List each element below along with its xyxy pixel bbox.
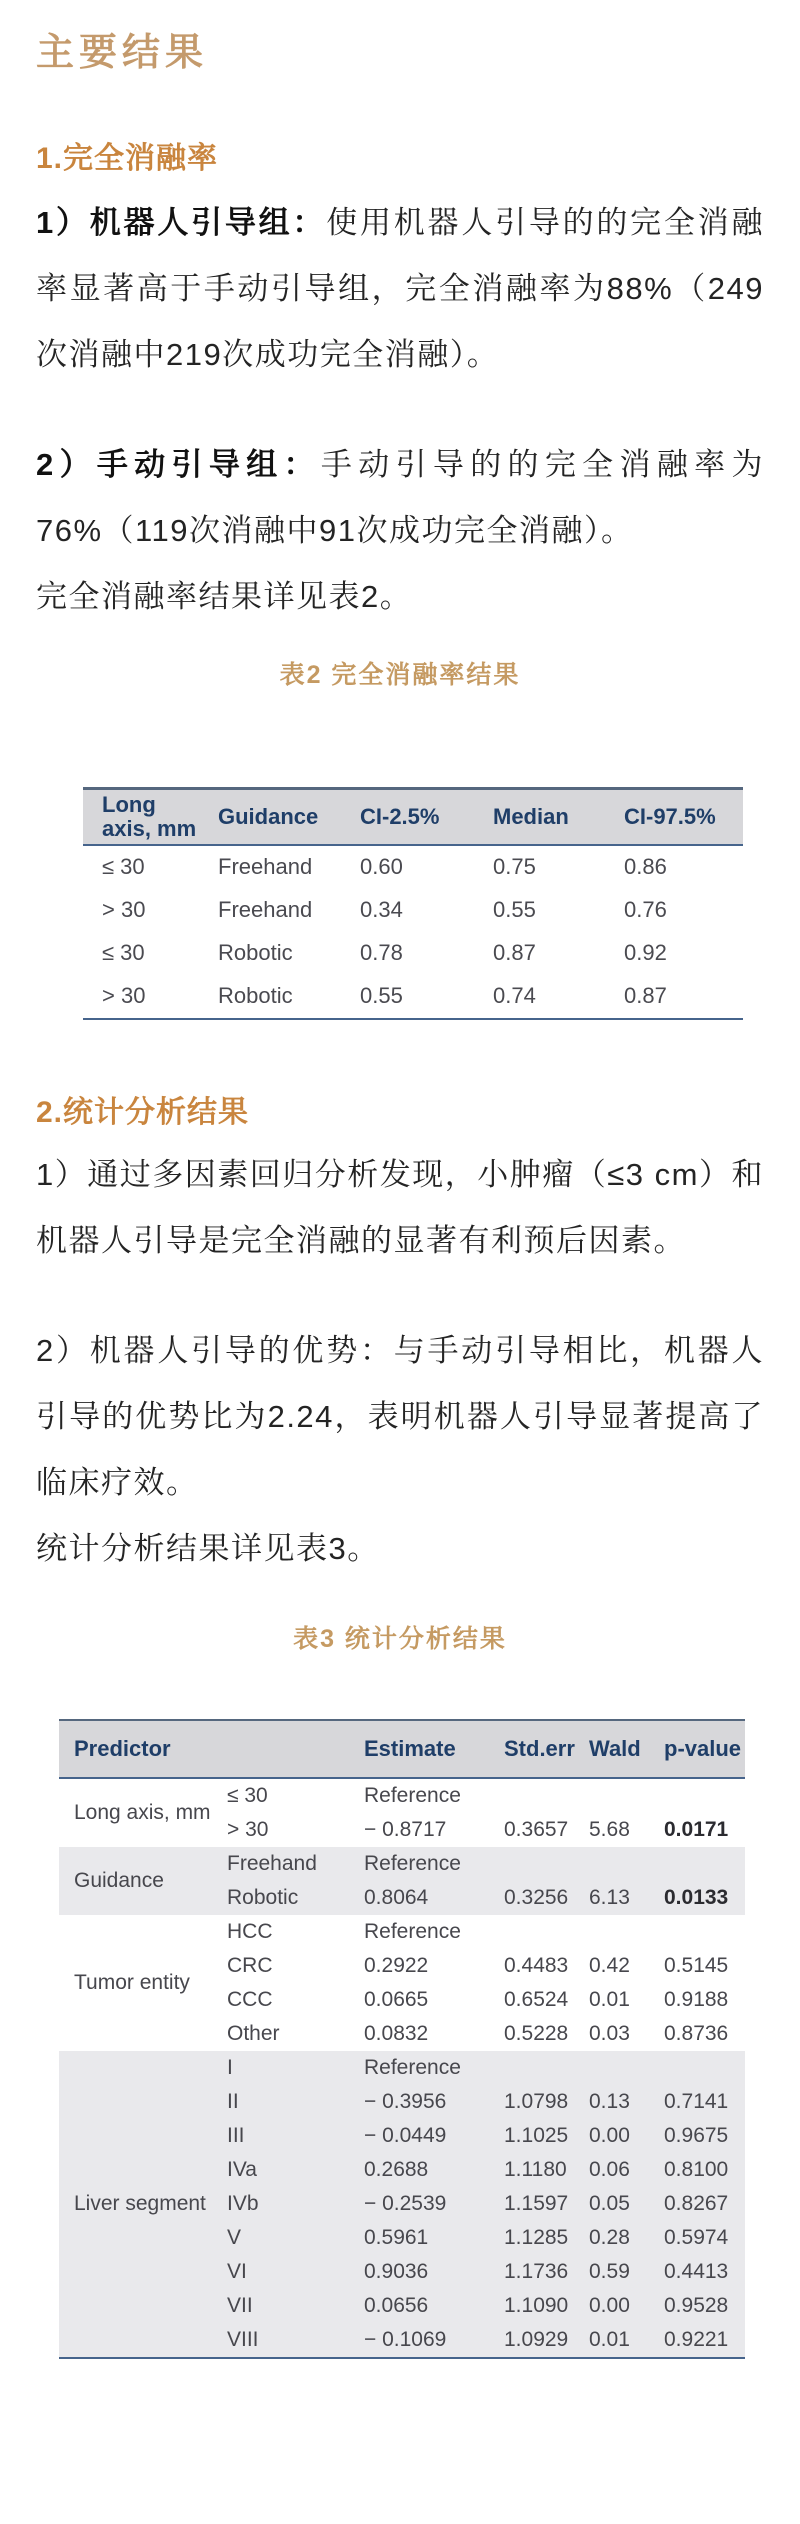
table2-complete-ablation-results (83, 787, 743, 1020)
table3-stderr-cell: 1.0929 (489, 2323, 574, 2358)
table3-pvalue-cell: 0.7141 (649, 2085, 745, 2119)
table3-estimate-cell: Reference (349, 2051, 489, 2085)
table2-cell: Freehand (218, 853, 313, 879)
table3-level-cell: VII (212, 2289, 349, 2323)
table2-row-1 (83, 889, 743, 932)
table3-pvalue-cell (649, 1847, 745, 1881)
table3-estimate-cell: − 0.3956 (349, 2085, 489, 2119)
table3-wald-cell: 0.00 (574, 2289, 649, 2323)
table3-wald-cell: 0.42 (589, 1953, 630, 1977)
table3-body (59, 1778, 745, 2358)
table2-cell: ≤ 30 (102, 853, 145, 879)
table3-wald-cell: 0.03 (589, 2021, 630, 2045)
table2-row-0 (83, 845, 743, 889)
table3-header-row (59, 1720, 745, 1778)
table3-header-cell-0: Predictor (59, 1720, 349, 1778)
table3-estimate-cell: Reference (364, 1919, 461, 1943)
table2-row-2 (83, 932, 743, 975)
table3-level-cell: CCC (227, 1987, 273, 2011)
table2-cell: > 30 (102, 982, 146, 1008)
table2-cell: 0.87 (624, 982, 667, 1008)
table3-pvalue-cell: 0.8267 (649, 2187, 745, 2221)
table3-estimate-cell: − 0.0449 (349, 2119, 489, 2153)
table3-stderr-cell: 1.1736 (489, 2255, 574, 2289)
table2-title: 表2 完全消融率结果 (279, 660, 521, 689)
table3-stderr-cell (489, 2051, 574, 2085)
table3-wald-cell: 0.28 (574, 2221, 649, 2255)
table3-stderr-cell: 1.1180 (489, 2153, 574, 2187)
paragraph-see-table3: 统计分析结果详见表3。 (36, 1530, 380, 1566)
table3-estimate-cell: 0.2922 (364, 1953, 429, 1977)
table2-cell: 0.78 (360, 939, 403, 965)
table3-estimate-cell: − 0.1069 (349, 2323, 489, 2358)
table2-header (83, 788, 743, 845)
table3-stderr-cell (489, 1847, 574, 1881)
table3-stderr-cell: 1.1597 (489, 2187, 574, 2221)
table3-pvalue-cell: 0.0171 (664, 1817, 729, 1841)
table3-group-label: Tumor entity (74, 1970, 190, 1994)
table3-wald-cell: 0.01 (574, 2323, 649, 2358)
table3-level-cell: IVb (212, 2187, 349, 2221)
table2-cell: 0.60 (360, 853, 403, 879)
paragraph-manual-group (36, 432, 764, 564)
paragraph-manual-text: 手动引导的的完全消融率为76%（119次消融中91次成功完全消融）。 (36, 446, 764, 548)
table3-level-cell: III (212, 2119, 349, 2153)
section-1-heading: 1.完全消融率 (36, 141, 219, 175)
table3-pvalue-cell: 0.9528 (649, 2289, 745, 2323)
page-title: 主要结果 (36, 32, 209, 74)
table3-level-cell: HCC (227, 1919, 273, 1943)
table3-estimate-cell: Reference (364, 1783, 461, 1807)
table2-row-3 (83, 975, 743, 1019)
table3-wald-cell (574, 1847, 649, 1881)
table3-estimate-cell: 0.5961 (349, 2221, 489, 2255)
table3-row (59, 1915, 745, 1949)
section-2-heading: 2.统计分析结果 (36, 1095, 250, 1129)
table3-wald-cell: 0.05 (574, 2187, 649, 2221)
table3-level-cell: VIII (212, 2323, 349, 2358)
paragraph-regression: 1）通过多因素回归分析发现，小肿瘤（≤3 cm）和机器人引导是完全消融的显著有利预后因素。 (36, 1156, 764, 1258)
table3-pvalue-cell: 0.8100 (649, 2153, 745, 2187)
table3-stderr-cell (489, 1915, 574, 1949)
table3-estimate-cell: 0.0665 (364, 1987, 429, 2011)
table2-cell: 0.86 (624, 853, 667, 879)
table3-pvalue-cell (649, 2051, 745, 2085)
table3-group-label: Guidance (59, 1847, 212, 1915)
table3-stderr-cell: 1.1025 (489, 2119, 574, 2153)
table3-level-cell: Robotic (212, 1881, 349, 1915)
table2-cell: 0.55 (360, 982, 403, 1008)
table3-wald-cell (574, 1778, 649, 1813)
table3-wald-cell: 0.00 (574, 2119, 649, 2153)
table3-level-cell: VI (212, 2255, 349, 2289)
table2-cell: Robotic (218, 939, 293, 965)
table3-pvalue-cell (649, 1915, 745, 1949)
table3-title: 表3 统计分析结果 (293, 1624, 507, 1653)
table3-level-cell: IVa (212, 2153, 349, 2187)
table3-pvalue-cell: 0.0133 (649, 1881, 745, 1915)
table3-group-label: Long axis, mm (74, 1800, 211, 1824)
table3-row (59, 1778, 745, 1813)
table3-wald-cell: 0.01 (589, 1987, 630, 2011)
table2-cell: 0.34 (360, 896, 403, 922)
table3-pvalue-cell: 0.4413 (649, 2255, 745, 2289)
table2-cell: 0.76 (624, 896, 667, 922)
paragraph-robotic-lead: 1）机器人引导组： (36, 204, 327, 240)
table2-cell: 0.74 (493, 982, 536, 1008)
table3-stderr-cell: 0.3256 (489, 1881, 574, 1915)
paragraph-robotic-text: 使用机器人引导的的完全消融率显著高于手动引导组，完全消融率为88%（249次消融中219次成功完全消融）。 (36, 204, 765, 372)
table3-wald-cell: 5.68 (589, 1817, 630, 1841)
table3-estimate-cell: Reference (349, 1847, 489, 1881)
table2-cell: > 30 (102, 896, 146, 922)
table3-wald-cell: 0.13 (574, 2085, 649, 2119)
table3-level-cell: I (212, 2051, 349, 2085)
table3-stderr-cell: 1.1090 (489, 2289, 574, 2323)
table3-row (59, 1847, 745, 1881)
table3-estimate-cell: 0.2688 (349, 2153, 489, 2187)
table3-stderr-cell (489, 1778, 574, 1813)
table3-wald-cell: 0.06 (574, 2153, 649, 2187)
table3-pvalue-cell: 0.9221 (649, 2323, 745, 2358)
table3-header-cell-2: Std.err (489, 1720, 574, 1778)
table3-header (59, 1720, 745, 1778)
table3-estimate-cell: 0.0832 (364, 2021, 429, 2045)
table3-wald-cell (574, 2051, 649, 2085)
table3-stderr-cell: 0.5228 (504, 2021, 569, 2045)
table3-estimate-cell: − 0.2539 (349, 2187, 489, 2221)
table2-cell: 0.87 (493, 939, 536, 965)
table3-level-cell: ≤ 30 (227, 1783, 268, 1807)
table3-pvalue-cell (649, 1778, 745, 1813)
table3-estimate-cell: 0.0656 (349, 2289, 489, 2323)
paragraph-robotic-group (36, 190, 764, 388)
table3-pvalue-cell: 0.8736 (664, 2021, 729, 2045)
table2-cell: 0.75 (493, 853, 536, 879)
table3-level-cell: Freehand (212, 1847, 349, 1881)
table2-cell: ≤ 30 (102, 939, 145, 965)
table3-estimate-cell: − 0.8717 (364, 1817, 447, 1841)
table3-pvalue-cell: 0.5145 (664, 1953, 729, 1977)
paragraph-see-table2: 完全消融率结果详见表2。 (36, 578, 413, 614)
paragraph-manual-lead: 2）手动引导组： (36, 446, 321, 482)
table3-level-cell: II (212, 2085, 349, 2119)
table2-cell: Freehand (218, 896, 313, 922)
table2-header-cell-2: CI-2.5% (341, 788, 474, 845)
table3-pvalue-cell: 0.9675 (649, 2119, 745, 2153)
paragraph-advantage: 2）机器人引导的优势：与手动引导相比，机器人引导的优势比为2.24，表明机器人引导显著提高了临床疗效。 (36, 1332, 764, 1500)
table2-body (83, 845, 743, 1019)
table3-stderr-cell: 0.4483 (504, 1953, 569, 1977)
table3-group-label: Liver segment (59, 2051, 212, 2358)
table3-level-cell: > 30 (227, 1817, 269, 1841)
table3-stderr-cell: 1.0798 (489, 2085, 574, 2119)
table3-level-cell: CRC (227, 1953, 273, 1977)
table3-row (59, 2051, 745, 2085)
table3-estimate-cell: 0.8064 (349, 1881, 489, 1915)
table2-cell: 0.55 (493, 896, 536, 922)
table3-stderr-cell: 0.3657 (504, 1817, 569, 1841)
table3-pvalue-cell: 0.5974 (649, 2221, 745, 2255)
table3-wald-cell: 6.13 (574, 1881, 649, 1915)
table3-header-cell-3: Wald (574, 1720, 649, 1778)
table3-pvalue-cell: 0.9188 (664, 1987, 729, 2011)
table2-header-cell-3: Median (474, 788, 605, 845)
table2-header-cell-1: Guidance (199, 788, 341, 845)
table3-level-cell: Other (227, 2021, 280, 2045)
table3-stderr-cell: 1.1285 (489, 2221, 574, 2255)
table3-wald-cell (574, 1915, 649, 1949)
table2-cell: Robotic (218, 982, 293, 1008)
table2-header-row (83, 788, 743, 845)
table3-header-cell-1: Estimate (349, 1720, 489, 1778)
table3-statistical-analysis-results (59, 1719, 745, 2359)
table3-estimate-cell: 0.9036 (349, 2255, 489, 2289)
table3-header-cell-4: p-value (649, 1720, 745, 1778)
table3-stderr-cell: 0.6524 (504, 1987, 569, 2011)
table2-cell: 0.92 (624, 939, 667, 965)
table2-header-cell-0: Long axis, mm (83, 788, 199, 845)
table2-header-cell-4: CI-97.5% (605, 788, 743, 845)
table3-level-cell: V (212, 2221, 349, 2255)
article-page (0, 30, 800, 2359)
table3-wald-cell: 0.59 (574, 2255, 649, 2289)
